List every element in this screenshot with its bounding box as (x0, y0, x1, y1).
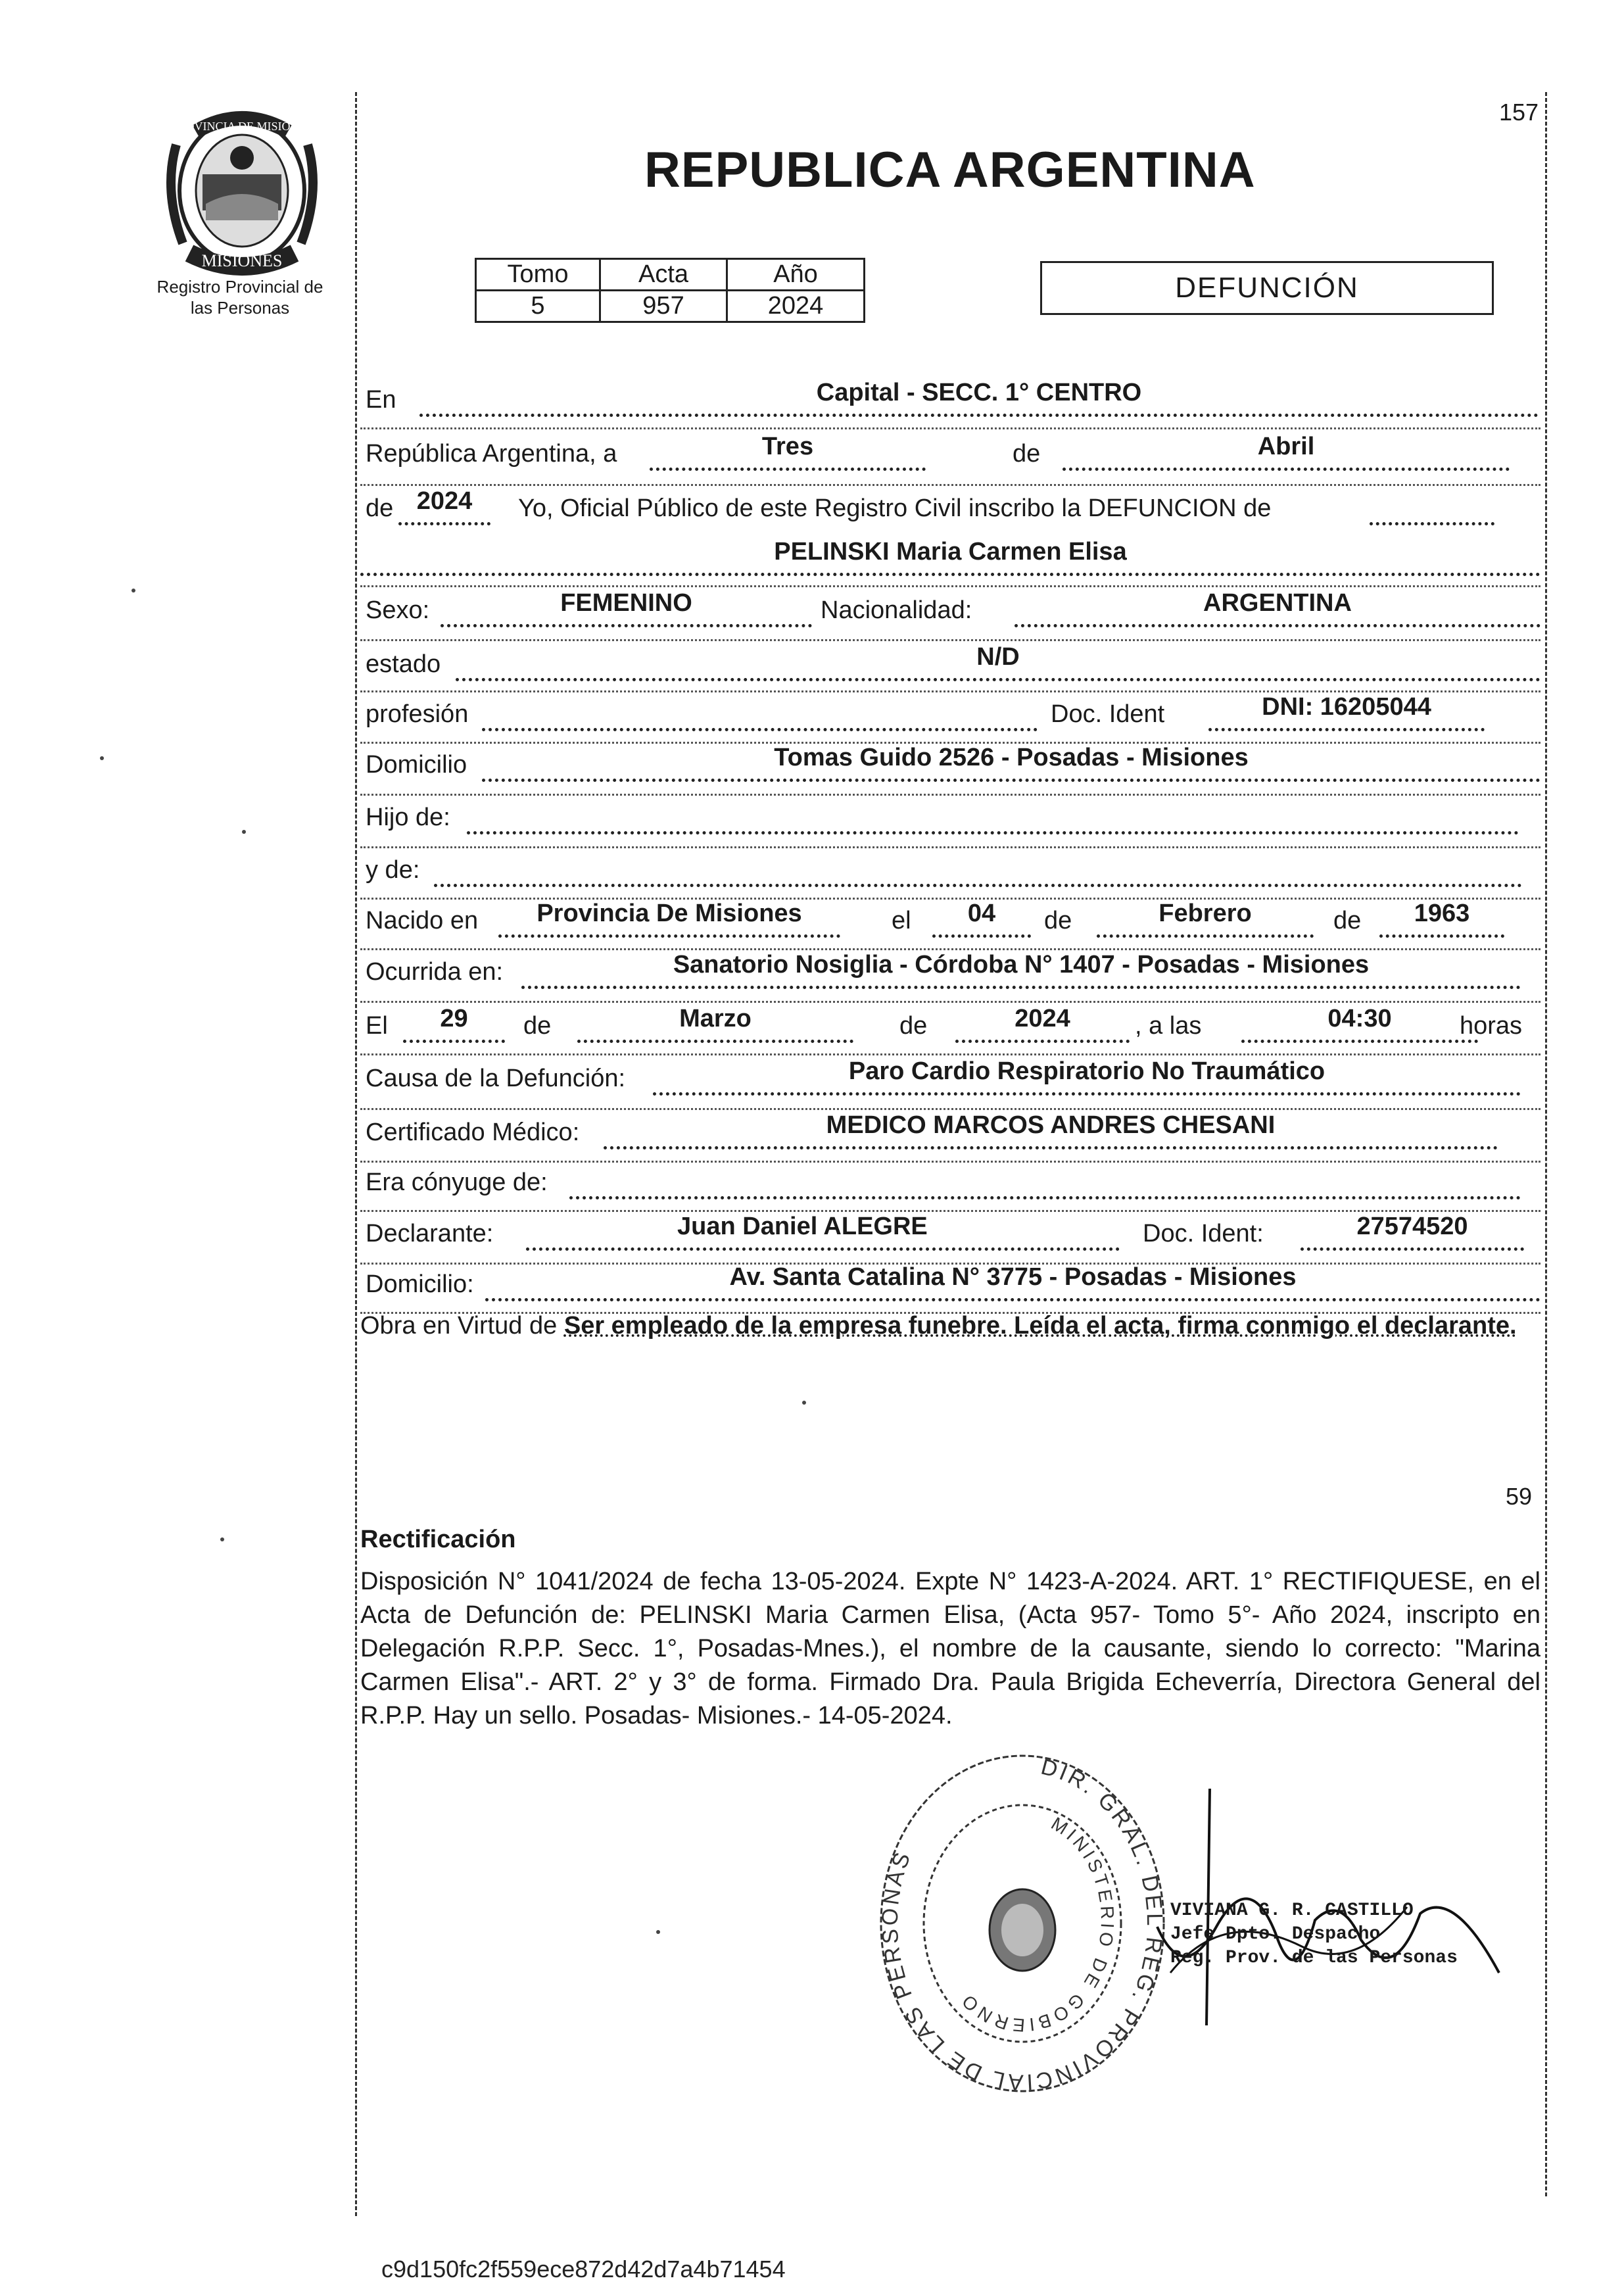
field-profesion (482, 694, 1038, 731)
field-death-year: 2024 (955, 1005, 1130, 1043)
row-causa (360, 1057, 1544, 1099)
reference-table (475, 258, 865, 323)
row-divider (360, 427, 1540, 429)
field-decl-doc: 27574520 (1301, 1213, 1524, 1251)
row-profesion (360, 693, 1544, 735)
label-doc-ident: Doc. Ident (1051, 700, 1165, 728)
field-declarante: Juan Daniel ALEGRE (526, 1213, 1120, 1251)
label-sexo: Sexo: (366, 596, 430, 624)
label-horas: horas (1460, 1012, 1523, 1040)
row-divider (360, 948, 1540, 950)
field-death-month: Marzo (577, 1005, 853, 1043)
row-conyuge (360, 1164, 1544, 1203)
field-death-day: 29 (403, 1005, 505, 1043)
official-seal (868, 1743, 1177, 2111)
row-certificado (360, 1111, 1544, 1153)
field-birth-month: Febrero (1097, 900, 1314, 938)
row-divider (360, 1053, 1540, 1055)
label-ocurrida: Ocurrida en: (366, 958, 504, 986)
label-profesion: profesión (366, 700, 469, 728)
field-y-de (434, 850, 1522, 887)
row-divider (360, 1108, 1540, 1110)
province-emblem (156, 105, 327, 283)
field-decl-domicilio: Av. Santa Catalina N° 3775 - Posadas - Misiones (485, 1264, 1540, 1301)
field-month: Abril (1063, 433, 1510, 471)
row-hijo (360, 799, 1544, 838)
row-domicilio (360, 746, 1544, 786)
label-y-de: y de: (366, 856, 420, 884)
label-hijo: Hijo de: (366, 804, 450, 831)
scan-speck (100, 756, 104, 760)
field-hijo (467, 797, 1519, 834)
row-nacimiento (360, 902, 1544, 942)
label-de-year: de (366, 495, 394, 522)
row-ocurrida (360, 951, 1544, 993)
label-en: En (366, 386, 396, 414)
ref-header-acta: Acta (600, 259, 727, 291)
left-margin-line (355, 92, 357, 2216)
label-de: de (1044, 907, 1072, 934)
row-divider (360, 690, 1540, 692)
row-divider (360, 794, 1540, 796)
ref-value-ano: 2024 (727, 291, 865, 322)
page-number: 157 (1499, 99, 1539, 126)
document-hash: c9d150fc2f559ece872d42d7a4b71454 (381, 2256, 786, 2283)
rectificacion-body: Disposición N° 1041/2024 de fecha 13-05-2024. Expte N° 1423-A-2024. ART. 1° RECTIFIQUESE, en el Acta de Defunción de: PELINSKI Maria Carmen Elisa, (Acta 957- Tomo 5°- Año 2024, inscripto en Delegación R.P.P. Secc. 1°, Posadas-Mnes.), el nombre de la causante, siendo lo correcto: "Marina Carmen Elisa".- ART. 2° y 3° de forma. Firmado Dra. Paula Brigida Echeverría, Directora General del R.P.P. Hay un sello. Posadas- Misiones.- 14-05-2024. (360, 1568, 1540, 1729)
ref-value-acta: 957 (600, 291, 727, 322)
label-el: El (366, 1012, 388, 1040)
row-inscribo (360, 487, 1544, 529)
row-divider (360, 846, 1540, 848)
field-doc-ident: DNI: 16205044 (1208, 694, 1485, 731)
field-ocurrida: Sanatorio Nosiglia - Córdoba N° 1407 - Posadas - Misiones (521, 952, 1521, 989)
row-divider (360, 1210, 1540, 1212)
svg-text:DIR. GRAL. DEL REG. PROVINCIAL: DIR. GRAL. DEL REG. PROVINCIAL DE LAS PERSONAS (877, 1754, 1168, 2095)
label-de: de (899, 1012, 928, 1040)
field-death-time: 04:30 (1241, 1005, 1478, 1043)
label-a-las: , a las (1135, 1012, 1202, 1040)
label-obra: Obra en Virtud de (360, 1312, 558, 1340)
rectificacion-title: Rectificación (360, 1526, 516, 1553)
registry-caption: Registro Provincial de las Personas (156, 277, 323, 318)
field-en: Capital - SECC. 1° CENTRO (419, 379, 1539, 417)
svg-text:PROVINCIA DE MISIONES: PROVINCIA DE MISIONES (171, 120, 313, 133)
ref-header-tomo: Tomo (476, 259, 600, 291)
row-fecha-defuncion (360, 1007, 1544, 1047)
row-fecha-inscripcion (360, 435, 1544, 475)
row-divider (360, 484, 1540, 486)
row-en (360, 381, 1544, 421)
scan-speck (242, 830, 246, 834)
signatory-stamp: VIVIANA G. R. CASTILLO Jefe Dpto. Despacho Reg. Prov. de las Personas (1170, 1900, 1458, 1968)
label-domicilio: Domicilio (366, 751, 467, 779)
field-inscribo-tail (1370, 488, 1494, 525)
scan-speck (220, 1537, 224, 1541)
label-de: de (1013, 440, 1041, 468)
field-year: 2024 (398, 488, 490, 525)
label-estado: estado (366, 650, 441, 678)
row-estado (360, 643, 1544, 685)
label-nacionalidad: Nacionalidad: (821, 596, 972, 624)
scan-speck (802, 1401, 806, 1405)
row-declarante (360, 1215, 1544, 1255)
inscribo-text: Yo, Oficial Público de este Registro Civil inscribo la DEFUNCION de (518, 495, 1272, 522)
page-number-secondary: 59 (1506, 1483, 1533, 1510)
label-decl-doc: Doc. Ident: (1143, 1220, 1264, 1247)
label-decl-domicilio: Domicilio: (366, 1270, 474, 1298)
row-divider (360, 585, 1540, 587)
label-causa: Causa de la Defunción: (366, 1065, 626, 1092)
row-y-de (360, 852, 1544, 891)
label-certificado: Certificado Médico: (366, 1119, 580, 1146)
ref-value-tomo: 5 (476, 291, 600, 322)
field-birth-place: Provincia De Misiones (498, 900, 840, 938)
field-sexo: FEMENINO (441, 590, 812, 627)
field-nacionalidad: ARGENTINA (1015, 590, 1540, 627)
page-title: REPUBLICA ARGENTINA (644, 142, 1256, 198)
row-decl-domicilio (360, 1263, 1544, 1305)
field-certificado: MEDICO MARCOS ANDRES CHESANI (604, 1112, 1498, 1149)
label-de: de (523, 1012, 552, 1040)
label-declarante: Declarante: (366, 1220, 494, 1247)
field-deceased-name: PELINSKI Maria Carmen Elisa (360, 539, 1540, 576)
svg-text:MISIONES: MISIONES (201, 251, 283, 270)
label-nacido: Nacido en (366, 907, 479, 934)
label-republica: República Argentina, a (366, 440, 617, 468)
field-day: Tres (650, 433, 926, 471)
label-de: de (1333, 907, 1362, 934)
row-divider (360, 1001, 1540, 1003)
label-el: el (892, 907, 911, 934)
row-divider (360, 639, 1540, 641)
right-margin-line (1545, 92, 1547, 2196)
row-name (360, 538, 1544, 580)
row-sexo (360, 589, 1544, 631)
field-causa: Paro Cardio Respiratorio No Traumático (653, 1058, 1521, 1096)
field-estado: N/D (456, 644, 1540, 681)
field-conyuge (569, 1162, 1521, 1199)
scan-speck (656, 1930, 660, 1934)
document-type-box: DEFUNCIÓN (1040, 261, 1494, 315)
field-domicilio: Tomas Guido 2526 - Posadas - Misiones (482, 744, 1540, 782)
svg-text:MINISTERIO DE GOBIERNO: MINISTERIO DE GOBIERNO (955, 1813, 1118, 2036)
obra-en-virtud (360, 1309, 1544, 1343)
label-conyuge: Era cónyuge de: (366, 1169, 548, 1196)
field-birth-day: 04 (932, 900, 1031, 938)
field-obra: Ser empleado de la empresa funebre. Leída el acta, firma conmigo el declarante. (563, 1312, 1517, 1340)
scan-speck (131, 589, 135, 592)
field-birth-year: 1963 (1379, 900, 1504, 938)
ref-header-ano: Año (727, 259, 865, 291)
